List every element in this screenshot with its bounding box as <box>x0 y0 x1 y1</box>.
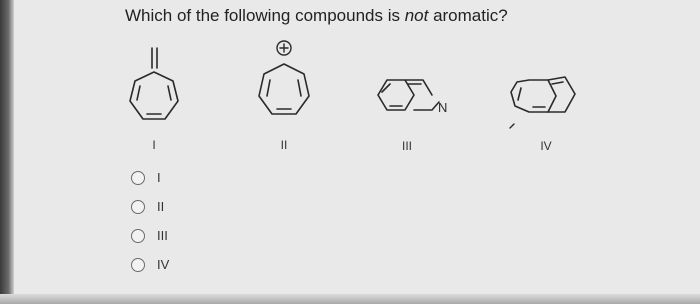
question-suffix: aromatic? <box>428 6 508 25</box>
option-label: II <box>157 199 165 214</box>
compound-iii-structure <box>378 80 439 110</box>
question-prefix: Which of the following compounds is <box>125 6 405 25</box>
answer-options <box>131 163 169 279</box>
option-i[interactable] <box>131 163 169 192</box>
radio-unselected-icon[interactable] <box>131 200 145 214</box>
compound-label-ii: II <box>280 138 288 152</box>
compound-ii-structure <box>259 64 309 114</box>
compound-iv-structure <box>511 77 575 112</box>
option-label: IV <box>157 257 170 272</box>
compound-label-iii: III <box>401 139 413 153</box>
option-iv[interactable] <box>131 250 169 279</box>
radio-unselected-icon[interactable] <box>131 229 145 243</box>
plus-charge-icon <box>277 41 291 55</box>
question-emphasis: not <box>404 6 429 25</box>
compound-label-iv: IV <box>540 139 552 153</box>
option-label: III <box>157 228 168 243</box>
radio-unselected-icon[interactable] <box>131 258 145 272</box>
stray-mark <box>510 124 514 128</box>
compound-i-structure <box>130 48 178 119</box>
radio-unselected-icon[interactable] <box>131 171 145 185</box>
compound-label-i: I <box>152 138 156 152</box>
nitrogen-atom-label: N <box>438 100 448 115</box>
option-label: I <box>157 170 161 185</box>
option-ii[interactable] <box>131 192 169 221</box>
option-iii[interactable] <box>131 221 169 250</box>
